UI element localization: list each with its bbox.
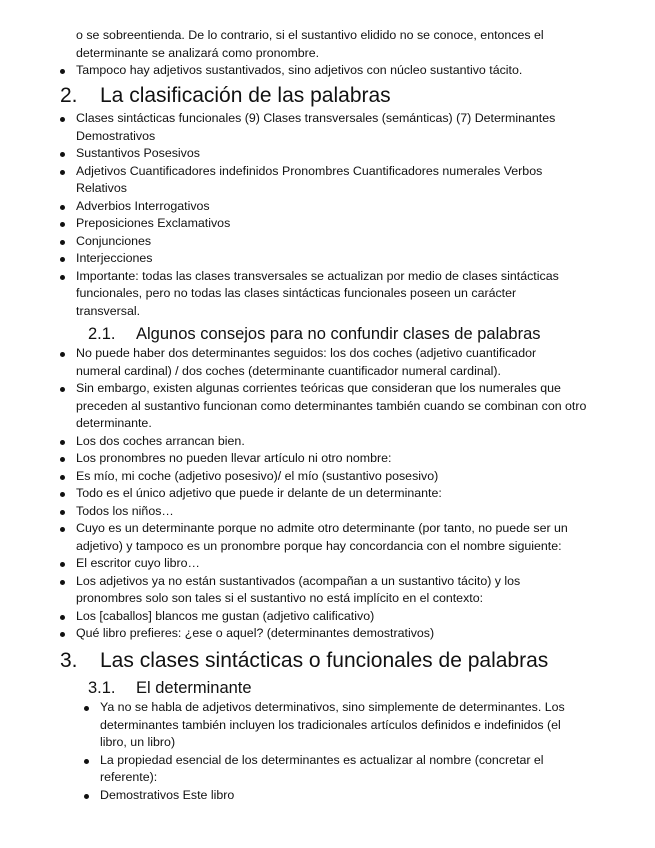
list-item: Demostrativos Este libro	[0, 787, 590, 805]
section21-list	[0, 345, 655, 643]
list-item: Preposiciones Exclamativos	[0, 215, 596, 233]
section-number: 3.	[60, 649, 78, 672]
intro-line: determinante se analizará como pronombre.	[76, 45, 320, 60]
intro-list	[0, 62, 655, 80]
list-item: La propiedad esencial de los determinantes es actualizar al nombre (concretar el referente):	[0, 752, 575, 787]
list-item: Adverbios Interrogativos	[0, 198, 596, 216]
section-title: La clasificación de las palabras	[100, 84, 391, 107]
list-item: Adjetivos Cuantificadores indefinidos Pronombres Cuantificadores numerales Verbos Relativos	[0, 163, 591, 198]
list-item: Clases sintácticas funcionales (9) Clases transversales (semánticas) (7) Determinantes Demostrativos	[0, 110, 596, 145]
list-item: Los [caballos] blancos me gustan (adjetivo calificativo)	[0, 608, 596, 626]
list-item: Todos los niños…	[0, 503, 596, 521]
list-item: Cuyo es un determinante porque no admite otro determinante (por tanto, no puede ser un adjetivo) y tampoco es un pronombre porque hay concordancia con el nombre siguiente:	[0, 520, 596, 555]
list-item: Tampoco hay adjetivos sustantivados, sino adjetivos con núcleo sustantivo tácito.	[0, 62, 596, 80]
section31-list	[0, 699, 655, 804]
section2-list	[0, 110, 655, 320]
list-item: Interjecciones	[0, 250, 596, 268]
list-item: Los pronombres no pueden llevar artículo ni otro nombre:	[0, 450, 596, 468]
intro-line: o se sobreentienda. De lo contrario, si el sustantivo elidido no se conoce, entonces el	[76, 28, 544, 42]
list-item: Sustantivos Posesivos	[0, 145, 596, 163]
list-item: Importante: todas las clases transversales se actualizan por medio de clases sintácticas funcionales, pero no todas las clases sintácticas funcionales poseen un carácter transversal.	[0, 268, 581, 321]
list-item: Ya no se habla de adjetivos determinativos, sino simplemente de determinantes. Los determinantes también incluyen los tradicionales artículos definidos e indefinidos (el libro, un libro)	[0, 699, 590, 752]
list-item: Los adjetivos ya no están sustantivados (acompañan a un sustantivo tácito) y los pronombres solo son tales si el sustantivo no está implícito en el contexto:	[0, 573, 556, 608]
list-item: Los dos coches arrancan bien.	[0, 433, 596, 451]
section-heading	[60, 83, 391, 109]
subsection-heading	[88, 324, 541, 344]
section-title: Las clases sintácticas o funcionales de palabras	[100, 649, 549, 672]
list-item: Es mío, mi coche (adjetivo posesivo)/ el mío (sustantivo posesivo)	[0, 468, 596, 486]
intro-paragraph	[76, 27, 576, 62]
subsection-number: 2.1.	[88, 325, 116, 343]
list-item: El escritor cuyo libro…	[0, 555, 596, 573]
subsection-title: Algunos consejos para no confundir clases de palabras	[136, 325, 541, 343]
section-heading	[60, 648, 548, 674]
section-number: 2.	[60, 84, 78, 107]
subsection-number: 3.1.	[88, 679, 116, 697]
subsection-heading	[88, 678, 252, 698]
subsection-title: El determinante	[136, 679, 252, 697]
list-item: Conjunciones	[0, 233, 596, 251]
list-item: Qué libro prefieres: ¿ese o aquel? (determinantes demostrativos)	[0, 625, 596, 643]
list-item: Sin embargo, existen algunas corrientes teóricas que consideran que los numerales que preceden al sustantivo funcionan como determinantes también cuando se combinan con otro determinante.	[0, 380, 591, 433]
list-item: No puede haber dos determinantes seguidos: los dos coches (adjetivo cuantificador numeral cardinal) / dos coches (determinante cuantificador numeral cardinal).	[0, 345, 566, 380]
list-item: Todo es el único adjetivo que puede ir delante de un determinante:	[0, 485, 596, 503]
